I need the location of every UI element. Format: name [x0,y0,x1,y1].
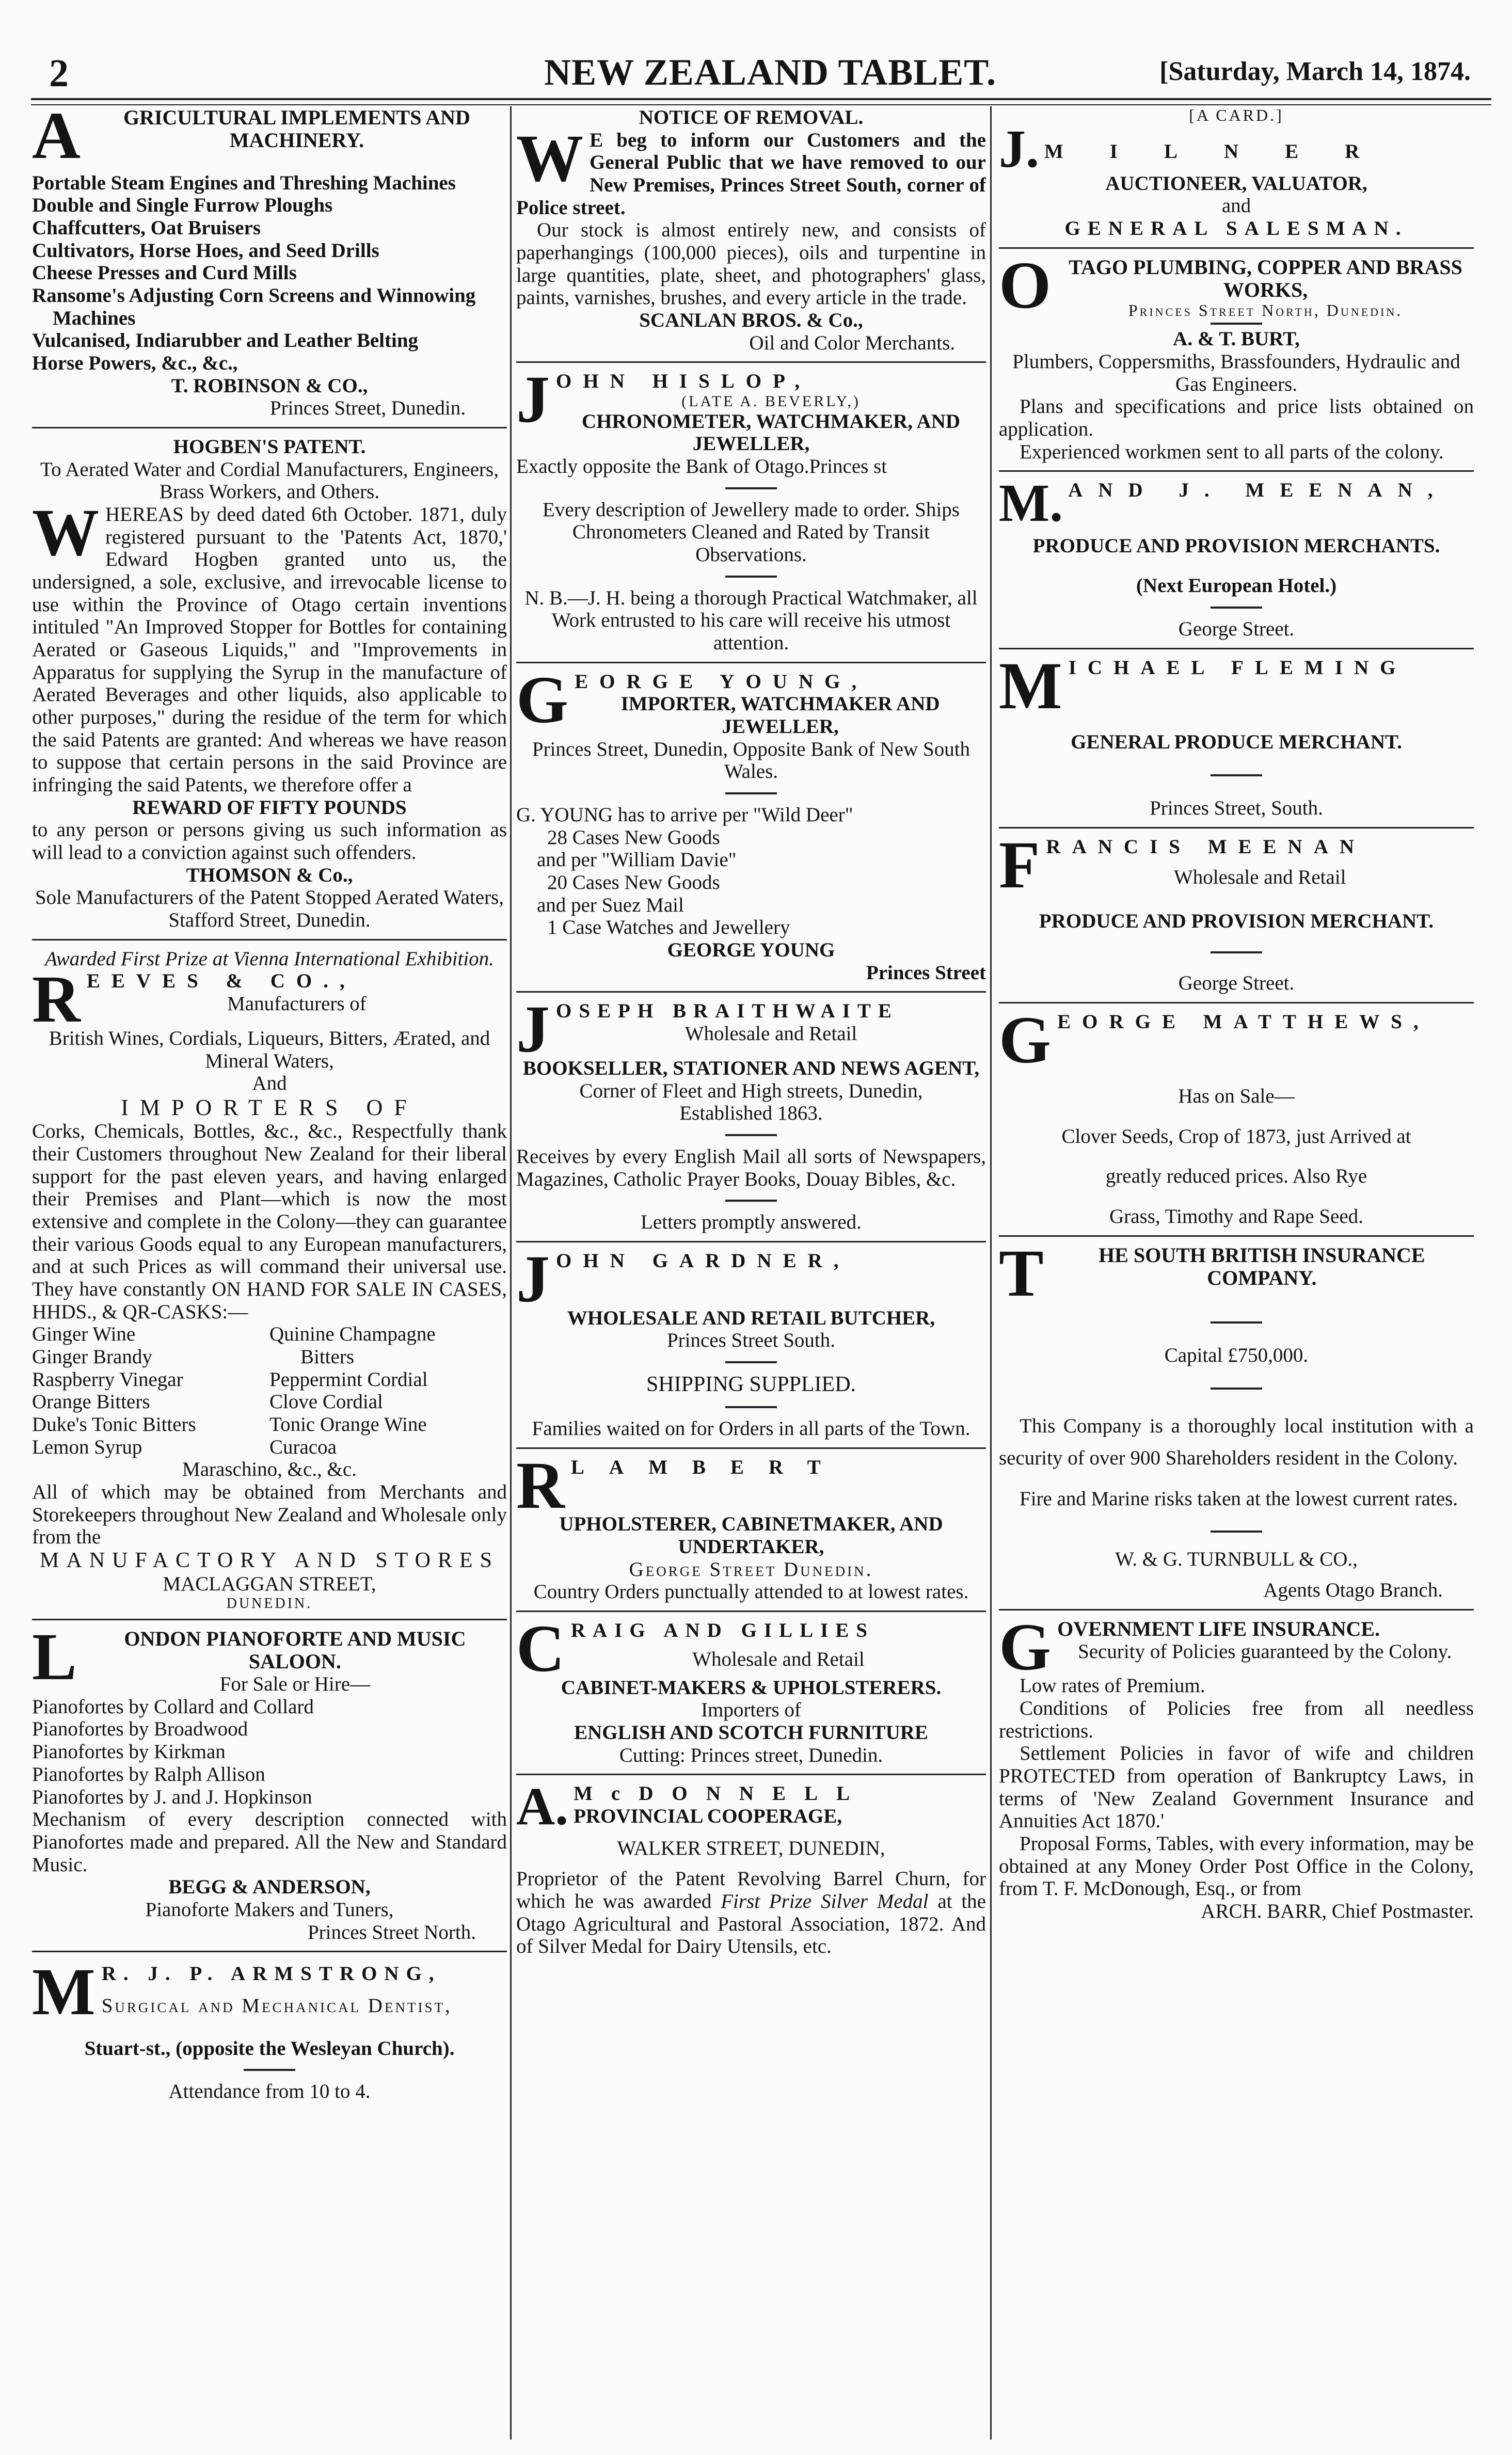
divider [1211,1531,1262,1533]
ad-body: Mechanism of every description connected with Pianofortes made and prepared. All the New and Standard Music. [32,1808,507,1876]
ad-city: DUNEDIN. [226,1595,313,1612]
ad-address: George Street Dunedin. [629,1558,873,1581]
ad-signature: ARCH. BARR, Chief Postmaster. [1201,1900,1474,1922]
ad-body: Plans and specifications and price lists obtained on application. [999,395,1474,441]
list-item: Clove Cordial [269,1391,383,1413]
list-item: Ginger Wine [32,1323,136,1346]
ad-body: All of which may be obtained from Merchants and Storekeepers throughout New Zealand and Wholesale only from the [32,1481,507,1549]
product-table [32,1323,507,1458]
ad-body: HEREAS by deed dated 6th October. 1871, duly registered pursuant to the 'Patents Act, 1870,' Edward Hogben granted unto us, the undersigned, a sole, exclusive, and irrevocable license to use within the Province of Otago certain inventions intituled "An Improved Stopper for Bottles for containing Aerated or Gaseous Liquids," and "Improvements in Apparatus for supplying the Syrup in the manufacture of Aerated Beverages and other liquids, also applicable to other purposes," during the residue of the term for which the said Patents are granted: And whereas we have reason to suppose that certain persons in the said Province are infringing the said Patents, we therefore offer a [32,503,507,796]
list-item: Lemon Syrup [32,1436,142,1458]
divider [1211,951,1262,953]
list-item: Pianofortes by Ralph Allison [32,1763,265,1786]
ad-address: WALKER STREET, DUNEDIN, [617,1837,885,1859]
ad-body: Corks, Chemicals, Bottles, &c., &c., Respectfully thank their Customers throughout New Zealand for their liberal support for the past eleven years, and having enlarged their Premises and Plant—which is now the most extensive and complete in the Colony—they can guarantee their various Goods equal to any European manufacturers, and at such Prices as will command their universal use. They have constantly ON HAND FOR SALE IN CASES, HHDS., & QR-CASKS:— [32,1120,507,1323]
list-item: Vulcanised, Indiarubber and Leather Belting [32,329,419,352]
list-item: Pianofortes by Broadwood [32,1718,248,1741]
list-item: Pianofortes by Kirkman [32,1741,226,1763]
firm-name: EORGE YOUNG, [575,670,868,693]
divider [1211,607,1262,609]
trade-line: IMPORTER, WATCHMAKER AND JEWELLER, [620,693,940,738]
firm-name: McDONNELL [574,1782,869,1805]
firm-name: OHN HISLOP, [556,370,811,393]
ad-r-lambert [516,1448,986,1612]
ad-body-text: at the Otago Agricultural and Pastoral Association, 1872. And of Silver Medal for Dairy Utensils, etc. [516,1890,986,1958]
ad-address: Sole Manufacturers of the Patent Stopped Aerated Waters, Stafford Street, Dunedin. [35,886,504,932]
drop-cap: W [516,121,583,196]
ad-address: Princes Street, Dunedin. [269,397,466,420]
column-2 [516,106,986,2440]
ad-armstrong-dentist [32,1955,507,2110]
ad-address: Princes Street South. [666,1329,836,1352]
drop-cap: M. [999,473,1063,533]
ad-heading: OVERNMENT LIFE INSURANCE. [1057,1617,1380,1640]
trade-line: CABINET-MAKERS & UPHOLSTERERS. [561,1676,942,1699]
trade-line: PROVINCIAL COOPERAGE, [574,1805,842,1827]
firm-name: AND J. MEENAN, [1068,479,1449,502]
drop-cap: J. [999,119,1039,179]
ad-london-pianoforte [32,1620,507,1952]
trade-line: WHOLESALE AND RETAIL BUTCHER, [567,1306,935,1329]
ad-subheading: To Aerated Water and Cordial Manufacturers, Engineers, Brass Workers, and Others. [40,458,499,503]
ad-body: And [252,1072,287,1095]
ad-body: N. B.—J. H. being a thorough Practical Watchmaker, all Work entrusted to his care will receive his utmost attention. [524,586,978,655]
ad-heading: GRICULTURAL IMPLEMENTS AND MACHINERY. [123,106,470,152]
ad-body: Country Orders punctually attended to at lowest rates. [533,1581,969,1603]
list-item: Cheese Presses and Curd Mills [32,262,297,284]
list-item: Peppermint Cordial [269,1368,428,1391]
drop-cap: J [516,992,550,1067]
column-1 [32,106,507,2440]
list-item: Bitters [300,1346,354,1368]
established-line: Established 1863. [679,1102,823,1125]
drop-cap: W [32,496,99,570]
ad-subheading: Oil and Color Merchants. [749,331,955,354]
drop-cap: O [999,248,1052,323]
drop-cap: J [516,1242,550,1317]
list-item: Duke's Tonic Bitters [32,1413,196,1436]
ad-card-label: [A CARD.] [1189,106,1284,124]
ad-m-and-j-meenan [999,473,1474,649]
list-item: and per "William Davie" [537,849,737,871]
ad-government-life-insurance [999,1609,1474,1930]
ad-body: Proposal Forms, Tables, with every information, may be obtained at any Money Order Post Office in the Colony, from T. F. McDonough, Esq., or from [999,1832,1474,1900]
ad-george-young [516,662,986,993]
firm-name: OSEPH BRAITHWAITE [556,1000,899,1023]
trade-line: PRODUCE AND PROVISION MERCHANTS. [1032,534,1440,557]
ad-south-british-insurance [999,1236,1474,1611]
trade-line: Plumbers, Coppersmiths, Brassfounders, Hydraulic and Gas Engineers. [1012,350,1460,395]
ad-craig-and-gillies [516,1611,986,1775]
list-item: Horse Powers, &c., &c., [32,352,238,374]
ad-signature: BEGG & ANDERSON, [168,1876,371,1899]
firm-name: A. & T. BURT, [1173,328,1300,350]
divider [725,1361,777,1363]
ad-subheading: Wholesale and Retail [692,1648,865,1670]
drop-cap: A. [516,1777,569,1837]
reward-line: REWARD OF FIFTY POUNDS [132,796,407,819]
drop-cap: M [32,1955,96,2030]
ad-body: This Company is a thoroughly local institution with a security of over 900 Shareholders resident in the Colony. [999,1415,1474,1470]
newspaper-title: NEW ZEALAND TABLET. [544,52,996,93]
trade-line: PRODUCE AND PROVISION MERCHANT. [1039,910,1434,933]
trade-line: CHRONOMETER, WATCHMAKER, AND JEWELLER, [581,410,961,455]
drop-cap: G [999,1002,1052,1077]
ad-address: Cutting: Princes street, Dunedin. [619,1744,883,1766]
firm-name: EORGE MATTHEWS, [1057,1010,1430,1033]
ad-joseph-braithwaite [516,992,986,1242]
list-item: Pianofortes by Collard and Collard [32,1695,314,1718]
ad-body: Conditions of Policies free from all needless restrictions. [999,1697,1474,1742]
drop-cap: F [999,827,1040,902]
ad-subheading: Wholesale and Retail [685,1023,857,1045]
drop-cap: G [516,662,569,737]
ad-body: Clover Seeds, Crop of 1873, just Arrived at [1061,1125,1411,1147]
ad-signature: THOMSON & Co., [186,864,353,886]
ad-body: greatly reduced prices. Also Rye [1105,1165,1367,1188]
divider [1211,323,1262,325]
list-item: Orange Bitters [32,1391,150,1413]
ad-address: Stuart-st., (opposite the Wesleyan Church). [84,2037,455,2060]
divider [1211,774,1262,776]
divider [725,1200,777,1202]
list-item: Quinine Champagne [269,1323,436,1346]
ad-address: Princes Street North. [307,1921,476,1943]
capital-line: Capital £750,000. [1164,1344,1309,1367]
divider [725,1406,777,1408]
firm-name: RANCIS MEENAN [1046,835,1366,858]
ad-john-hislop [516,362,986,663]
ad-body-text: Proprietor of the Patent Revolving Barrel Churn, for which he was awarded [516,1868,986,1912]
ad-address: George Street. [1178,617,1295,640]
divider [725,792,777,794]
masthead-rule [31,98,1491,105]
ad-hours: Attendance from 10 to 4. [168,2080,371,2103]
masthead [49,50,1491,95]
ad-body: E beg to inform our Customers and the General Public that we have removed to our New Premises, Princes Street South, corner of Police street. [516,129,986,219]
list-item: 20 Cases New Goods [547,871,720,894]
ad-body: to any person or persons giving us such information as will lead to a conviction against such offenders. [32,819,507,864]
ad-address: Princes Street [866,961,986,984]
ad-heading: ONDON PIANOFORTE AND MUSIC SALOON. [124,1627,466,1673]
ad-body [516,1868,986,1958]
ad-subheading: Surgical and Mechanical Dentist, [101,1994,452,2017]
ad-body: G. YOUNG has to arrive per "Wild Deer" [516,804,853,826]
ad-john-gardner [516,1242,986,1449]
ad-body: Settlement Policies in favor of wife and children PROTECTED from operation of Bankruptcy Laws, in terms of 'New Zealand Government Insurance and Annuities Act 1870.' [999,1742,1474,1832]
ad-body: British Wines, Cordials, Liqueurs, Bitters, Ærated, and Mineral Waters, [49,1027,490,1072]
column-rule [510,106,512,2440]
drop-cap: G [999,1609,1052,1684]
ad-subheading: For Sale or Hire— [219,1673,371,1696]
ad-subheading: IMPORTERS OF [121,1095,418,1121]
ad-body: Our stock is almost entirely new, and consists of paperhangings (100,000 pieces), oils and turpentine in large quantities, plate, sheet, and photographers' glass, paints, varnishes, brushes, and every article in the trade. [516,219,986,309]
ad-heading: NOTICE OF REMOVAL. [639,106,864,129]
ad-heading: HE SOUTH BRITISH INSURANCE COMPANY. [1099,1243,1425,1289]
prize-text: First Prize Silver Medal [721,1890,929,1912]
ad-signature: W. & G. TURNBULL & CO., [1115,1548,1358,1571]
list-item: Curacoa [269,1436,337,1458]
divider [1211,1388,1262,1390]
ad-agricultural-implements [32,106,507,428]
prize-note: Awarded First Prize at Vienna International Exhibition. [45,947,494,970]
ad-body: Low rates of Premium. [1020,1675,1205,1697]
ad-subheading: (LATE A. BEVERLY,) [681,393,861,410]
drop-cap: J [516,362,550,437]
trade-line: ENGLISH AND SCOTCH FURNITURE [574,1721,928,1744]
firm-name: EEVES & CO., [86,970,356,993]
ad-signature: SCANLAN BROS. & Co., [639,309,863,332]
ad-j-milner [999,106,1474,249]
trade-line: BOOKSELLER, STATIONER AND NEWS AGENT, [522,1057,980,1080]
ad-reeves-co [32,948,507,1620]
divider [725,1134,777,1136]
list-item: Double and Single Furrow Ploughs [32,194,333,217]
ad-francis-meenan [999,827,1474,1003]
list-item: Chaffcutters, Oat Bruisers [32,216,261,239]
ad-footer: Letters promptly answered. [641,1211,862,1234]
ad-note: (Next European Hotel.) [1136,575,1337,597]
list-item: 1 Case Watches and Jewellery [547,916,790,939]
ad-body: Grass, Timothy and Rape Seed. [1109,1205,1363,1228]
ad-address: Princes Street North, Dunedin. [1128,300,1403,320]
ad-body: Every description of Jewellery made to order. Ships Chronometers Cleaned and Rated by Transit Observations. [543,498,960,566]
drop-cap: L [32,1620,77,1695]
page-number: 2 [49,52,69,95]
ad-address: Princes Street, Dunedin, Opposite Bank of New South Wales. [532,738,970,783]
trade-line: GENERAL PRODUCE MERCHANT. [1071,731,1402,754]
ad-body: Receives by every English Mail all sorts of Newspapers, Magazines, Catholic Prayer Books, Douay Bibles, &c. [516,1145,986,1190]
ad-heading: TAGO PLUMBING, COPPER AND BRASS WORKS, [1069,255,1462,301]
firm-name: LAMBERT [570,1456,846,1478]
issue-date: [Saturday, March 14, 1874. [1159,57,1471,86]
list-item: Tonic Orange Wine [269,1413,427,1436]
drop-cap: A [32,106,81,173]
ad-michael-fleming [999,648,1474,828]
ad-hogbens-patent [32,436,507,940]
ad-signature: GEORGE YOUNG [667,939,835,962]
column-3 [999,106,1474,2440]
divider [725,576,777,578]
ad-subheading: SHIPPING SUPPLIED. [646,1373,856,1396]
drop-cap: T [999,1236,1044,1311]
ad-subheading: Has on Sale— [1178,1085,1295,1108]
ad-body: Security of Policies guaranteed by the Colony. [1078,1640,1452,1663]
product-list-right [269,1323,507,1458]
trade-line: AUCTIONEER, VALUATOR, [1105,172,1367,195]
list-item: Ransome's Adjusting Corn Screens and Winnowing Machines [32,284,476,329]
ad-mcdonnell-cooperage [516,1777,986,1965]
ad-otago-plumbing [999,248,1474,472]
list-item: Pianofortes by J. and J. Hopkinson [32,1786,312,1808]
divider [725,487,777,489]
ad-body: Experienced workmen sent to all parts of the colony. [1020,440,1444,463]
ad-address: Princes Street, South. [1150,796,1323,819]
firm-name: R. J. P. ARMSTRONG, [101,1963,441,1985]
ad-body: Fire and Marine risks taken at the lowest current rates. [1020,1487,1458,1510]
ad-subheading: Agents Otago Branch. [1263,1579,1443,1601]
firm-name: ICHAEL FLEMING [1068,656,1407,679]
drop-cap: M [999,648,1062,723]
firm-name: MILNER [1044,140,1406,163]
ad-address: MACLAGGAN STREET, [163,1573,376,1596]
list-item: and per Suez Mail [537,894,684,916]
list-item: Raspberry Vinegar [32,1368,183,1391]
ad-george-matthews [999,1002,1474,1237]
ad-subheading: Manufacturers of [227,993,367,1015]
trade-line: GENERAL SALESMAN. [1064,217,1408,240]
firm-name: RAIG AND GILLIES [570,1619,874,1641]
drop-cap: C [516,1611,565,1686]
ad-subheading: Wholesale and Retail [1173,866,1346,889]
ad-body: Families waited on for Orders in all parts of the Town. [532,1417,970,1440]
ad-subheading: and [1221,195,1251,217]
product-list-left [32,1323,269,1458]
ad-address: Corner of Fleet and High streets, Dunedin, [579,1079,923,1102]
divider [1211,1321,1262,1324]
ad-subheading: MANUFACTORY AND STORES [40,1549,499,1573]
list-item: Cultivators, Horse Hoes, and Seed Drills [32,239,379,262]
list-item: Maraschino, &c., &c. [182,1458,357,1481]
divider [244,2069,295,2071]
ad-subheading: Pianoforte Makers and Tuners, [145,1898,394,1921]
list-item: Portable Steam Engines and Threshing Machines [32,171,456,194]
drop-cap: R [516,1448,565,1523]
ad-subheading: Importers of [701,1699,801,1721]
ad-address: George Street. [1178,971,1295,994]
trade-line: UPHOLSTERER, CABINETMAKER, AND UNDERTAKER, [559,1513,943,1558]
drop-cap: R [32,962,81,1037]
ad-address: Exactly opposite the Bank of Otago.Princes st [516,455,887,477]
ad-heading: HOGBEN'S PATENT. [173,435,366,458]
column-rule [990,106,992,2440]
ad-notice-of-removal [516,106,986,363]
list-item: 28 Cases New Goods [547,826,720,849]
firm-name: OHN GARDNER, [556,1250,850,1272]
ad-signature: T. ROBINSON & CO., [171,374,368,397]
list-item: Ginger Brandy [32,1346,152,1368]
